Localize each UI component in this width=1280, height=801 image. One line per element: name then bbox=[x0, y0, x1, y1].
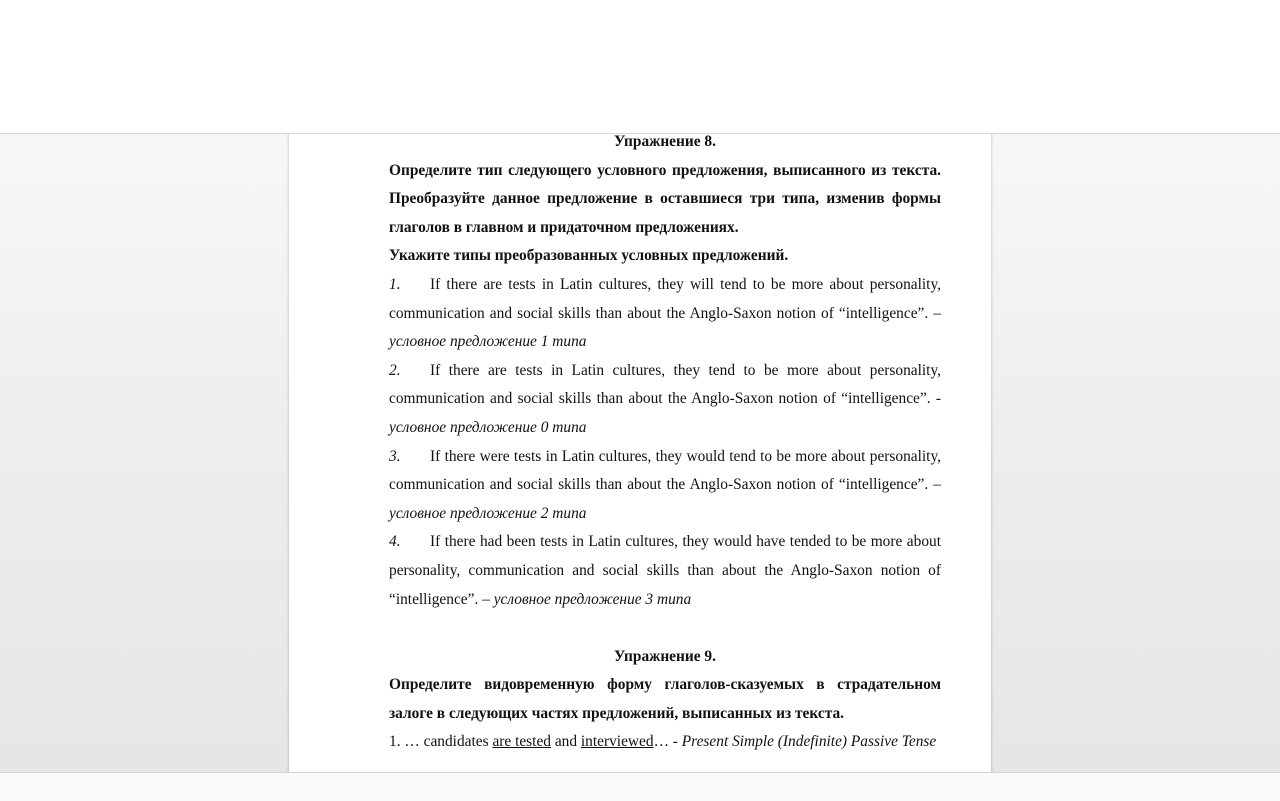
item-number: 4. bbox=[389, 533, 401, 551]
exercise-8-instruction-2: Укажите типы преобразованных условных предложений. bbox=[389, 247, 789, 265]
exercise-8-title: Упражнение 8. bbox=[614, 134, 716, 150]
item-number: 2. bbox=[389, 361, 401, 379]
item-note: условное предложение 0 типа bbox=[389, 418, 587, 436]
exercise-8-item-2 bbox=[389, 357, 941, 443]
document-canvas[interactable] bbox=[0, 134, 1280, 772]
item-text: If there were tests in Latin cultures, they would tend to be more about personality, communication and social skills than about the Anglo-Saxon notion of “intelligence”. bbox=[389, 447, 941, 494]
exercise-8-instruction: Определите тип следующего условного предложения, выписанного из текста. Преобразуйте данное предложение в оставшиеся три типа, изменив формы глаголов в главном и придаточном предложениях. bbox=[389, 161, 941, 236]
item-separator: – bbox=[478, 590, 494, 608]
document-page[interactable] bbox=[289, 134, 991, 772]
item-note: условное предложение 2 типа bbox=[389, 504, 587, 522]
item-text: If there are tests in Latin cultures, they will tend to be more about personality, communication and social skills than about the Anglo-Saxon notion of “intelligence”. bbox=[389, 275, 941, 322]
item-number: 3. bbox=[389, 447, 401, 465]
blank-line bbox=[389, 614, 941, 643]
exercise-9-title: Упражнение 9. bbox=[614, 647, 716, 665]
item-separator: - bbox=[930, 390, 941, 408]
exercise-9-item-1 bbox=[389, 728, 941, 757]
exercise-9-instruction: Определите видовременную форму глаголов-сказуемых в страдательном залоге в следующих частях предложений, выписанных из текста. bbox=[389, 676, 941, 722]
exercise-8-item-4 bbox=[389, 528, 941, 614]
item-prefix: 1. … candidates bbox=[389, 733, 493, 751]
item-separator: – bbox=[928, 476, 941, 494]
item-number: 1. bbox=[389, 275, 401, 293]
page-content bbox=[389, 134, 941, 757]
toolbar-area bbox=[0, 0, 1280, 134]
exercise-8-item-1 bbox=[389, 271, 941, 357]
item-text: If there had been tests in Latin cultures, they would have tended to be more about personality, communication and social skills than about the Anglo-Saxon notion of “intelligence”. bbox=[389, 533, 941, 608]
item-separator: – bbox=[928, 304, 941, 322]
item-mid: and bbox=[550, 733, 581, 751]
status-bar bbox=[0, 772, 1280, 801]
item-suffix: … - bbox=[653, 733, 682, 751]
verb-interviewed: interviewed bbox=[580, 733, 654, 751]
exercise-8-item-3 bbox=[389, 443, 941, 529]
item-text: If there are tests in Latin cultures, they tend to be more about personality, communication and social skills than about the Anglo-Saxon notion of “intelligence”. bbox=[389, 361, 941, 408]
verb-are-tested: are tested bbox=[492, 733, 551, 751]
item-note: Present Simple (Indefinite) Passive Tense bbox=[681, 733, 937, 751]
item-note: условное предложение 3 типа bbox=[493, 590, 692, 608]
item-note: условное предложение 1 типа bbox=[389, 333, 587, 351]
